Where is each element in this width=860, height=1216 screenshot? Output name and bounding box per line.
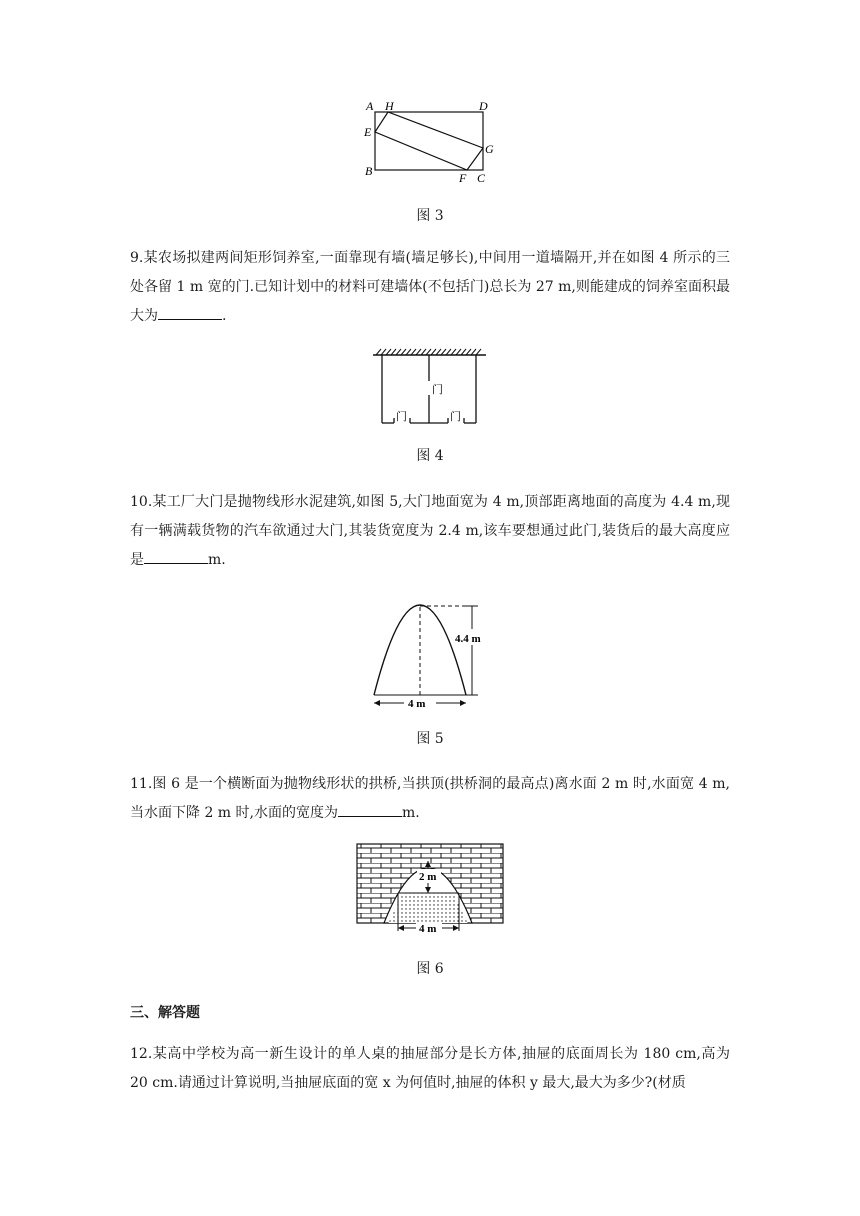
label-h: H: [385, 99, 394, 113]
answer-blank: [144, 549, 208, 564]
width-arrow-right: [453, 925, 459, 931]
section-heading: 三、解答题: [130, 1005, 200, 1021]
width-arrow-right: [460, 700, 466, 706]
wall-hatching: [376, 349, 481, 355]
width-label: 4 m: [419, 923, 437, 935]
rectangle-abcd: [375, 112, 483, 170]
height-label: 2 m: [419, 871, 437, 883]
width-arrow-left: [398, 925, 404, 931]
question-11-text: 11.图 6 是一个横断面为抛物线形状的拱桥,当拱顶(拱桥洞的最高点)离水面 2 m 时,水面宽 4 m,当水面下降 2 m 时,水面的宽度为: [130, 776, 730, 821]
door-label-right: 门: [450, 411, 461, 423]
question-12: [130, 1040, 730, 1098]
question-10-end: m.: [208, 552, 226, 568]
label-b: B: [365, 164, 373, 178]
question-9: [130, 244, 730, 331]
parallelogram-ehgf: [375, 112, 483, 170]
question-10: [130, 488, 730, 575]
question-10-text: 10.某工厂大门是抛物线形水泥建筑,如图 5,大门地面宽为 4 m,顶部距离地面的高度为 4.4 m,现有一辆满载货物的汽车欲通过大门,其装货宽度为 2.4 m,该车要想通过此门,装货后的最大高度应是: [130, 494, 730, 568]
figure-3-caption: 图 3: [416, 208, 444, 224]
label-e: E: [364, 125, 372, 139]
label-g: G: [485, 142, 494, 156]
width-arrow-left: [374, 700, 380, 706]
door-label-left: 门: [396, 411, 407, 423]
question-9-text: 9.某农场拟建两间矩形饲养室,一面靠现有墙(墙足够长),中间用一道墙隔开,并在如图 4 所示的三处各留 1 m 宽的门.已知计划中的材料可建墙体(不包括门)总长为 27 m,则能建成的饲养室面积最大为: [130, 250, 730, 324]
answer-blank: [158, 305, 222, 320]
door-label-middle: 门: [432, 384, 443, 396]
height-label: 4.4 m: [455, 633, 481, 645]
question-11: [130, 770, 730, 828]
figure-6-arch-bridge: [356, 843, 506, 935]
question-12-text: 12.某高中学校为高一新生设计的单人桌的抽屉部分是长方体,抽屉的底面周长为 180 cm,高为 20 cm.请通过计算说明,当抽屉底面的宽 x 为何值时,抽屉的体积 y 最大,最大为多少?(材质: [130, 1046, 730, 1091]
figure-4-pen-diagram: [368, 345, 493, 430]
figure-5-parabolic-gate: [360, 585, 500, 715]
figure-5-caption: 图 5: [416, 731, 444, 747]
answer-blank: [338, 802, 402, 817]
label-d: D: [479, 99, 488, 113]
figure-6-caption: 图 6: [416, 961, 444, 977]
label-f: F: [459, 171, 467, 185]
label-c: C: [477, 171, 486, 185]
figure-4-caption: 图 4: [416, 448, 444, 464]
question-9-end: .: [222, 308, 227, 324]
question-11-end: m.: [401, 805, 420, 821]
figure-3-rectangle-diagram: [355, 95, 515, 190]
label-a: A: [366, 99, 374, 113]
width-label: 4 m: [408, 698, 426, 710]
